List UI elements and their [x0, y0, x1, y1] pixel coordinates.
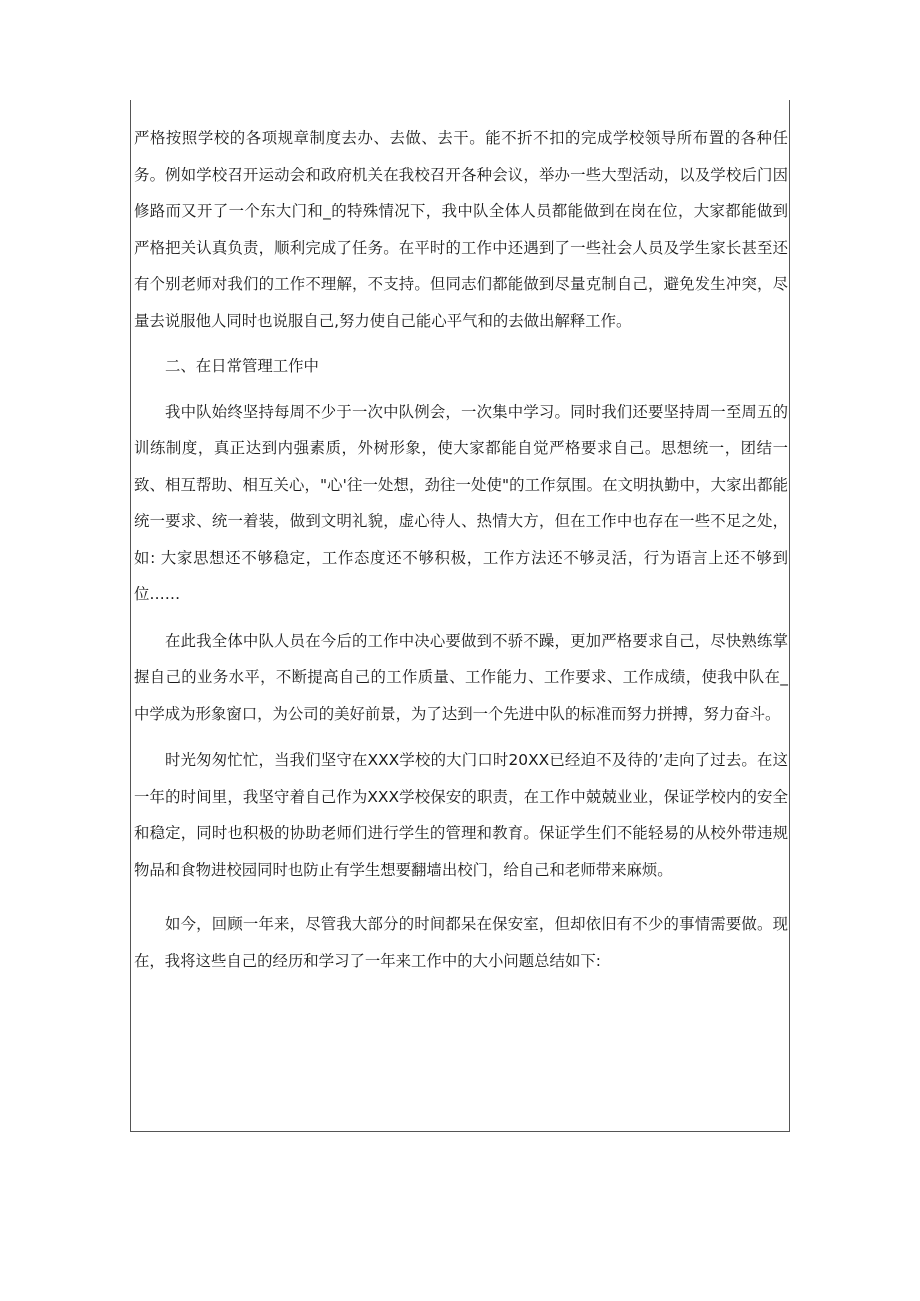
document-body	[134, 120, 788, 983]
paragraph-summary-intro: 如今，回顾一年来，尽管我大部分的时间都呆在保安室，但却依旧有不少的事情需要做。现在，我将这些自己的经历和学习了一年来工作中的大小问题总结如下:	[134, 915, 788, 970]
paragraph-duty-compliance: 严格按照学校的各项规章制度去办、去做、去干。能不折不扣的完成学校领导所布置的各种任务。例如学校召开运动会和政府机关在我校召开各种会议，举办一些大型活动，以及学校后门因修路而又开了一个东大门和_的特殊情况下，我中队全体人员都能做到在岗在位，大家都能做到严格把关认真负责，顺利完成了任务。在平时的工作中还遇到了一些社会人员及学生家长甚至还有个别老师对我们的工作不理解，不支持。但同志们都能做到尽量克制自己，避免发生冲突，尽量去说服他人同时也说服自己,努力使自己能心平气和的去做出解释工作。	[134, 129, 788, 330]
page-frame	[130, 100, 790, 1132]
paragraph-team-meetings: 我中队始终坚持每周不少于一次中队例会，一次集中学习。同时我们还要坚持周一至周五的训练制度，真正达到内强素质，外树形象，使大家都能自觉严格要求自己。思想统一，团结一致、相互帮助、相互关心，"心'往一处想，劲往一处使"的工作氛围。在文明执勤中，大家出都能统一要求、统一着装，做到文明礼貌，虚心待人、热情大方，但在工作中也存在一些不足之处，如: 大家思想还不够稳定，工作态度还不够积极，工作方法还不够灵活，行为语言上还不够到位……	[134, 402, 788, 603]
section-heading-daily-management: 二、在日常管理工作中	[165, 357, 319, 375]
paragraph-year-review: 时光匆匆忙忙，当我们坚守在XXX学校的大门口时20XX已经迫不及待的’走向了过去。在这一年的时间里，我坚守着自己作为XXX学校保安的职责，在工作中兢兢业业，保证学校内的安全和稳定，同时也积极的协助老师们进行学生的管理和教育。保证学生们不能轻易的从校外带违规物品和食物进校园同时也防止有学生想要翻墙出校门，给自己和老师带来麻烦。	[134, 751, 788, 879]
paragraph-future-resolution: 在此我全体中队人员在今后的工作中决心要做到不骄不躁，更加严格要求自己，尽快熟练掌握自己的业务水平，不断提高自己的工作质量、工作能力、工作要求、工作成绩，使我中队在_中学成为形象窗口，为公司的美好前景，为了达到一个先进中队的标准而努力拼搏，努力奋斗。	[134, 631, 788, 723]
